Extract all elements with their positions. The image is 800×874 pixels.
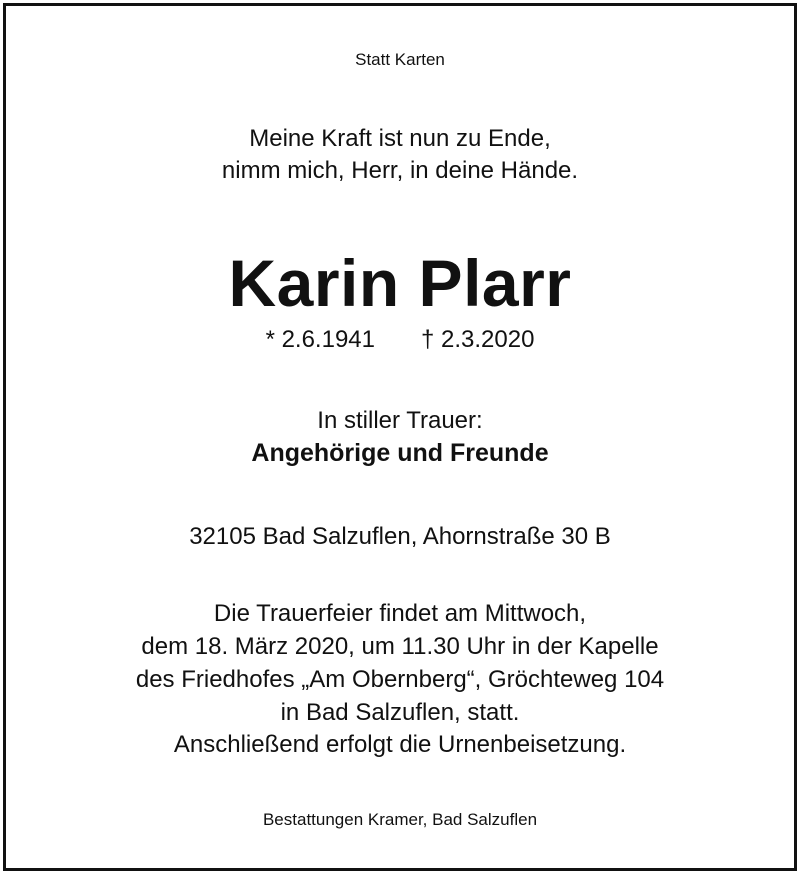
- ceremony-line-4: in Bad Salzuflen, statt.: [280, 699, 520, 726]
- verse-line-1: Meine Kraft ist nun zu Ende,: [249, 125, 551, 152]
- funeral-home: Bestattungen Kramer, Bad Salzuflen: [262, 810, 538, 829]
- verse-line-2: nimm mich, Herr, in deine Hände.: [221, 157, 579, 184]
- address: 32105 Bad Salzuflen, Ahornstraße 30 B: [189, 523, 611, 550]
- deceased-name: Karin Plarr: [228, 246, 572, 320]
- ceremony-line-3: des Friedhofes „Am Obernberg“, Gröchteweg 104: [135, 666, 665, 693]
- mourners: Angehörige und Freunde: [251, 439, 549, 467]
- birth-date: * 2.6.1941: [265, 326, 375, 353]
- header-statt-karten: Statt Karten: [355, 50, 445, 69]
- ceremony-line-5: Anschließend erfolgt die Urnenbeisetzung.: [173, 731, 627, 758]
- ceremony-line-2: dem 18. März 2020, um 11.30 Uhr in der Kapelle: [141, 633, 659, 660]
- mourning-intro: In stiller Trauer:: [317, 407, 483, 434]
- death-date: † 2.3.2020: [421, 326, 535, 353]
- life-dates: [0, 326, 800, 354]
- ceremony-line-1: Die Trauerfeier findet am Mittwoch,: [213, 600, 587, 627]
